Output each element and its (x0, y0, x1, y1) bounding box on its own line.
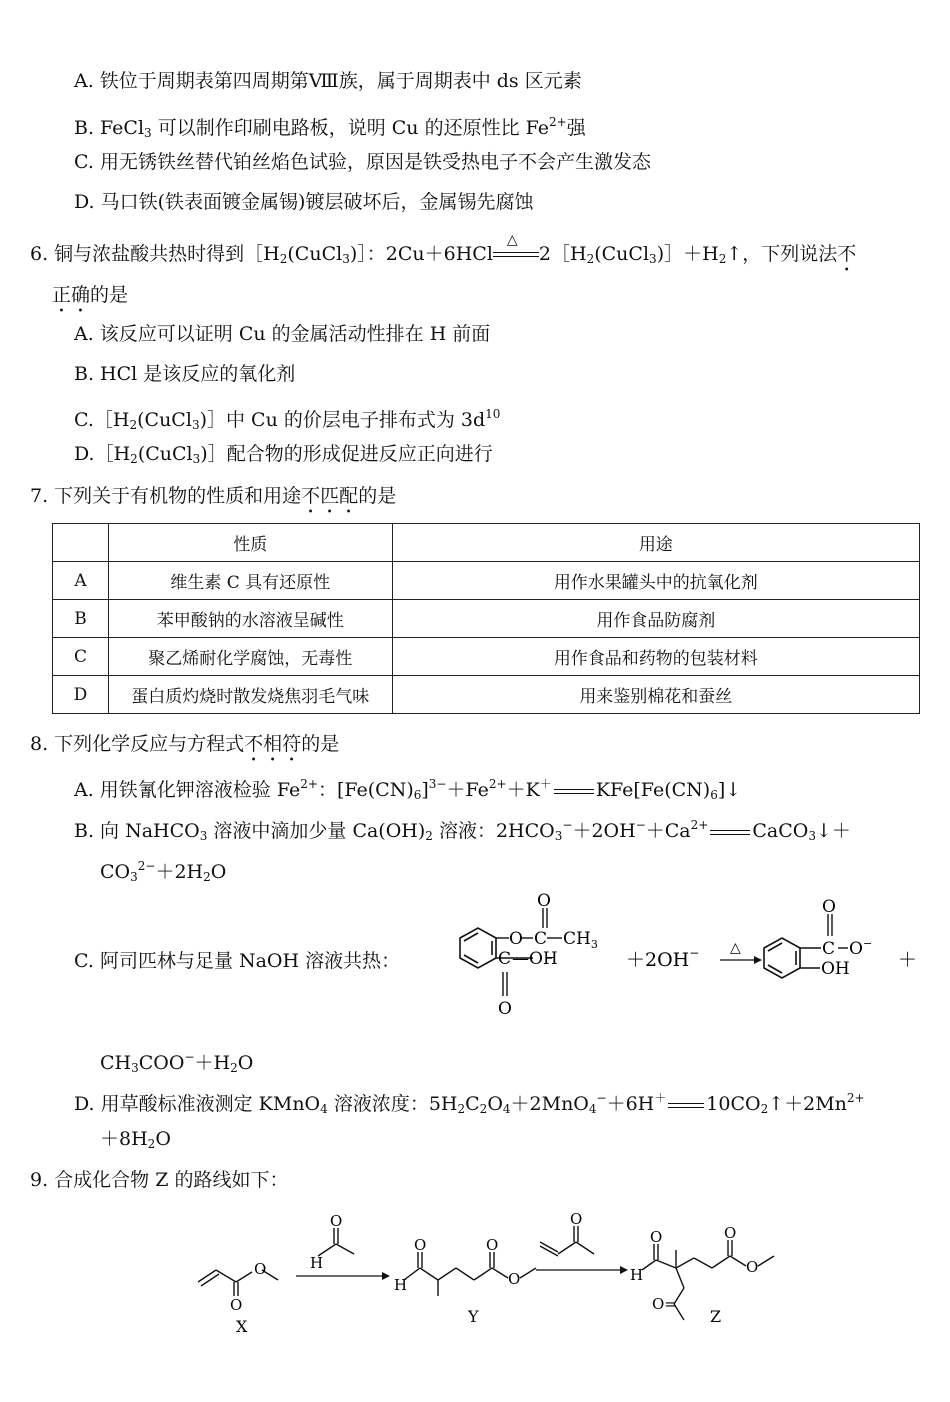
q8-stem: 8. 下列化学反应与方程式不相符的是 (30, 733, 340, 755)
salicylate-carboxylate-oxygen: O− (849, 937, 873, 959)
aspirin-methyl: $CH_3$ (563, 929, 598, 951)
aspirin-acid-carbon: C (498, 949, 512, 969)
label-z: Z (710, 1307, 722, 1326)
propanal-oxygen: O (330, 1212, 343, 1230)
label-x: X (236, 1317, 248, 1335)
aspirin-carbonyl-oxygen: O (537, 891, 551, 911)
y-aldehyde-oxygen: O (414, 1236, 427, 1254)
table-cell: 苯甲酸钠的水溶液呈碱性 (108, 600, 392, 638)
q5-option-c: C. 用无锈铁丝替代铂丝焰色试验，原因是铁受热电子不会产生激发态 (74, 151, 651, 173)
table-cell: A (53, 562, 109, 600)
q7-stem: 7. 下列关于有机物的性质和用途不匹配的是 (30, 485, 397, 507)
table-cell: 蛋白质灼烧时散发烧焦羽毛气味 (108, 676, 392, 714)
mvk-oxygen: O (570, 1210, 583, 1228)
q8-option-c-continued: $CH_3COO^-+H_2O$ (100, 1050, 254, 1075)
q5-option-d: D. 马口铁(铁表面镀金属锡)镀层破坏后，金属锡先腐蚀 (74, 191, 534, 213)
aspirin-acid-hydroxyl: —OH (512, 949, 558, 969)
table-row (53, 562, 920, 600)
salicylate-carbonyl-oxygen: O (822, 897, 836, 917)
q8-option-c: C. 阿司匹林与足量 NaOH 溶液共热： (74, 950, 401, 972)
q7-table (52, 523, 920, 714)
table-header-cell: 性质 (108, 524, 392, 562)
reaction-arrow-2 (536, 1266, 628, 1274)
table-header-cell (53, 524, 109, 562)
propanal-hydrogen: H (310, 1254, 324, 1272)
table-cell: B (53, 600, 109, 638)
y-hydrogen: H (394, 1276, 408, 1294)
synthesis-route-diagram (190, 1210, 790, 1335)
z-ketone-oxygen: O= (652, 1295, 677, 1313)
heat-arrow (720, 940, 762, 964)
salicylate-carbon: C (822, 939, 836, 959)
aspirin-reaction-diagram (430, 890, 930, 1030)
aspirin-acid-oxygen: O (498, 999, 512, 1019)
table-cell: 用来鉴别棉花和蚕丝 (392, 676, 919, 714)
q8-option-a: A. 用铁氰化钾溶液检验 $Fe^{2+}$：$[Fe(CN)_6]^{3-}+Fe^{2+}+K^+$ $KFe[Fe(CN)_6]↓$ (74, 777, 742, 802)
q6-option-a: A. 该反应可以证明 Cu 的金属活动性排在 H 前面 (74, 323, 491, 345)
benzene-ring-product (764, 938, 800, 978)
y-ester-oxygen: O (508, 1270, 521, 1288)
table-cell: 维生素 C 具有还原性 (108, 562, 392, 600)
q5-option-b: B. FeCl$_3$ 可以制作印刷电路板，说明 Cu 的还原性比 $Fe^{2+}$强 (74, 115, 586, 140)
table-row (53, 676, 920, 714)
z-hydrogen: H (630, 1266, 644, 1284)
table-header-cell: 用途 (392, 524, 919, 562)
benzene-ring (460, 928, 496, 968)
table-row (53, 638, 920, 676)
q8-option-d: D. 用草酸标准液测定 KMnO$_4$ 溶液浓度：$5H_2C_2O_4+2MnO_4^-+6H^+$ $10CO_2↑+2Mn^{2+}$ (74, 1091, 865, 1116)
z-aldehyde-oxygen: O (650, 1228, 663, 1246)
q9-stem: 9. 合成化合物 Z 的路线如下： (30, 1169, 289, 1191)
z-carbonyl-oxygen: O (724, 1224, 737, 1242)
label-y: Y (468, 1307, 479, 1326)
y-carbonyl-oxygen: O (486, 1236, 499, 1254)
reaction-arrow-1 (296, 1272, 390, 1280)
q8-option-d-continued: $+8H_2O$ (100, 1128, 171, 1151)
q5-option-a: A. 铁位于周期表第四周期第Ⅷ族，属于周期表中 ds 区元素 (74, 70, 582, 92)
table-row (53, 600, 920, 638)
svg-text:△: △ (730, 940, 741, 956)
aspirin-ester-oxygen: O (509, 929, 523, 949)
table-cell: 聚乙烯耐化学腐蚀，无毒性 (108, 638, 392, 676)
table-cell: 用作水果罐头中的抗氧化剂 (392, 562, 919, 600)
table-cell: D (53, 676, 109, 714)
table-header-row (53, 524, 920, 562)
q8-option-b: B. 向 NaHCO$_3$ 溶液中滴加少量 $Ca(OH)_2$ 溶液：$2HCO_3^-+2OH^-+Ca^{2+}$ CaCO$_3$↓＋ (74, 818, 851, 843)
q6-option-c: $C.[H_2(CuCl_3)]$中 Cu 的价层电子排布式为 $3d^{10}$ (74, 407, 501, 432)
q6-stem-continued: 正确的是 (52, 284, 129, 306)
plus-sign: ＋ (898, 949, 918, 971)
x-carbonyl-oxygen: O (230, 1296, 243, 1314)
q6-option-d: $D.[H_2(CuCl_3)]$配合物的形成促进反应正向进行 (74, 443, 493, 466)
q6-stem: 6. 铜与浓盐酸共热时得到$[H_2(CuCl_3)]$：2Cu＋6HCl △ $2[H_2(CuCl_3)]+H_2↑$，下列说法不 (30, 232, 857, 266)
z-ester-oxygen: O (746, 1258, 759, 1276)
aspirin-carbon: C (534, 929, 548, 949)
x-ester-oxygen: O (254, 1260, 267, 1278)
table-cell: 用作食品和药物的包装材料 (392, 638, 919, 676)
table-cell: 用作食品防腐剂 (392, 600, 919, 638)
table-cell: C (53, 638, 109, 676)
q8-option-b-continued: $CO_3^{2-}+2H_2O$ (100, 859, 227, 884)
hydroxide-term: ＋2OH− (626, 946, 700, 971)
propanal-bonds (318, 1228, 354, 1256)
methyl-vinyl-ketone-bonds (540, 1226, 594, 1256)
salicylate-hydroxyl: OH (821, 959, 850, 979)
q6-option-b: B. HCl 是该反应的氧化剂 (74, 363, 296, 385)
